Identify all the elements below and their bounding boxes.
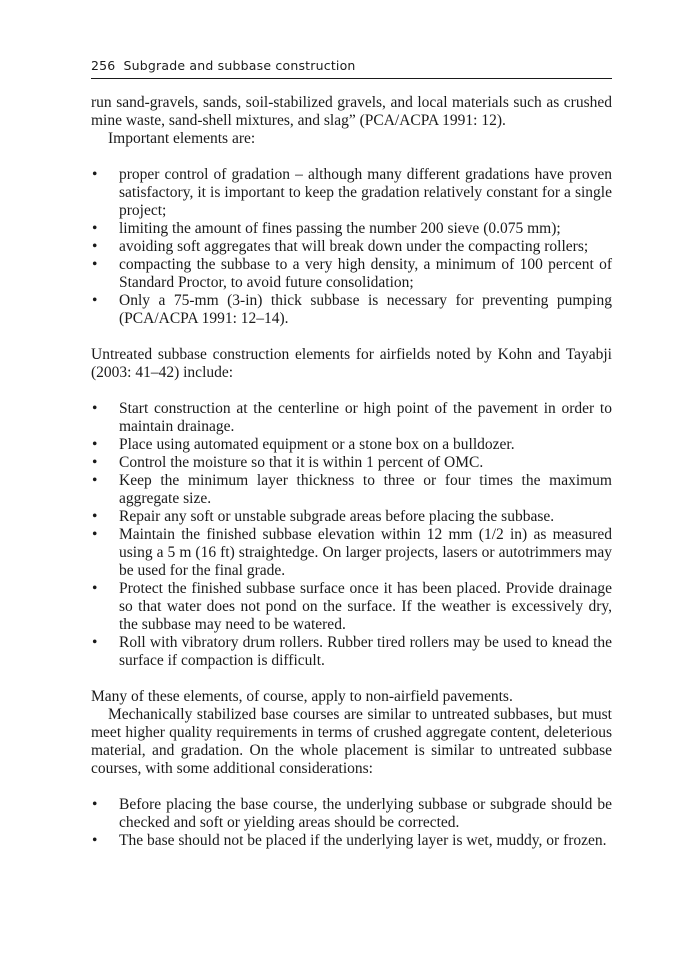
- page-number: 256: [91, 58, 116, 73]
- bullet-icon: •: [92, 256, 98, 273]
- bullet-icon: •: [92, 508, 98, 525]
- spacer: [91, 328, 612, 346]
- spacer: [91, 148, 612, 166]
- bullet-icon: •: [92, 400, 98, 417]
- list-item-text: Before placing the base course, the underlying subbase or subgrade should be checked and soft or yielding areas should be corrected.: [119, 796, 612, 831]
- bullet-icon: •: [92, 166, 98, 183]
- bullet-icon: •: [92, 436, 98, 453]
- bullet-list-base-course: [91, 796, 612, 850]
- bullet-icon: •: [92, 238, 98, 255]
- bullet-list-gradation: [91, 166, 612, 328]
- list-item: [91, 580, 612, 634]
- list-item-text: Maintain the finished subbase elevation within 12 mm (1/2 in) as measured using a 5 m (16 ft) straightedge. On larger projects, lasers or autotrimmers may be used for the final grade.: [119, 526, 612, 579]
- bullet-icon: •: [92, 796, 98, 813]
- list-item-text: Protect the finished subbase surface once it has been placed. Provide drainage so that water does not pond on the surface. If the weather is excessively dry, the subbase may need to be watered.: [119, 580, 612, 633]
- list-item-text: Keep the minimum layer thickness to three or four times the maximum aggregate size.: [119, 472, 612, 507]
- running-header: [91, 58, 612, 79]
- paragraph-intro: run sand-gravels, sands, soil-stabilized gravels, and local materials such as crushed mine waste, sand-shell mixtures, and slag” (PCA/ACPA 1991: 12).: [91, 94, 612, 129]
- list-item: [91, 634, 612, 670]
- list-item-text: Control the moisture so that it is within 1 percent of OMC.: [119, 454, 484, 471]
- list-item: [91, 472, 612, 508]
- bullet-icon: •: [92, 292, 98, 309]
- list-item: [91, 292, 612, 328]
- list-item-text: avoiding soft aggregates that will break down under the compacting rollers;: [119, 238, 589, 255]
- list-item-text: compacting the subbase to a very high density, a minimum of 100 percent of Standard Proctor, to avoid future consolidation;: [119, 256, 612, 291]
- bullet-icon: •: [92, 634, 98, 651]
- paragraph-non-airfield: Many of these elements, of course, apply to non-airfield pavements.: [91, 688, 513, 705]
- list-item: [91, 220, 612, 238]
- bullet-icon: •: [92, 220, 98, 237]
- list-item: [91, 436, 612, 454]
- bullet-icon: •: [92, 832, 98, 849]
- list-item-text: The base should not be placed if the underlying layer is wet, muddy, or frozen.: [119, 832, 607, 849]
- spacer: [91, 778, 612, 796]
- list-item-text: Roll with vibratory drum rollers. Rubber tired rollers may be used to knead the surface if compaction is difficult.: [119, 634, 612, 669]
- list-item-text: Only a 75-mm (3-in) thick subbase is necessary for preventing pumping (PCA/ACPA 1991: 12–14).: [119, 292, 612, 327]
- bullet-icon: •: [92, 580, 98, 597]
- list-item: [91, 526, 612, 580]
- paragraph-mechanically-stabilized: Mechanically stabilized base courses are similar to untreated subbases, but must meet higher quality requirements in terms of crushed aggregate content, deleterious material, and gradation. On the whole placement is similar to untreated subbase courses, with some additional considerations:: [91, 706, 612, 777]
- bullet-icon: •: [92, 454, 98, 471]
- list-item: [91, 508, 612, 526]
- list-item-text: Place using automated equipment or a stone box on a bulldozer.: [119, 436, 515, 453]
- list-item: [91, 256, 612, 292]
- paragraph-important-elements: Important elements are:: [108, 130, 256, 147]
- list-item: [91, 400, 612, 436]
- list-item-text: Start construction at the centerline or high point of the pavement in order to maintain drainage.: [119, 400, 612, 435]
- bullet-icon: •: [92, 526, 98, 543]
- bullet-icon: •: [92, 472, 98, 489]
- spacer: [91, 382, 612, 400]
- list-item: [91, 238, 612, 256]
- spacer: [91, 670, 612, 688]
- list-item: [91, 454, 612, 472]
- list-item-text: limiting the amount of fines passing the number 200 sieve (0.075 mm);: [119, 220, 561, 237]
- running-title: Subgrade and subbase construction: [123, 58, 356, 73]
- list-item: [91, 796, 612, 832]
- list-item-text: Repair any soft or unstable subgrade areas before placing the subbase.: [119, 508, 555, 525]
- page-body: [91, 94, 612, 850]
- list-item: [91, 166, 612, 220]
- list-item-text: proper control of gradation – although many different gradations have proven satisfactory, it is important to keep the gradation relatively constant for a single project;: [119, 166, 612, 219]
- bullet-list-airfields: [91, 400, 612, 670]
- list-item: [91, 832, 612, 850]
- paragraph-untreated-subbase: Untreated subbase construction elements for airfields noted by Kohn and Tayabji (2003: 41–42) include:: [91, 346, 612, 381]
